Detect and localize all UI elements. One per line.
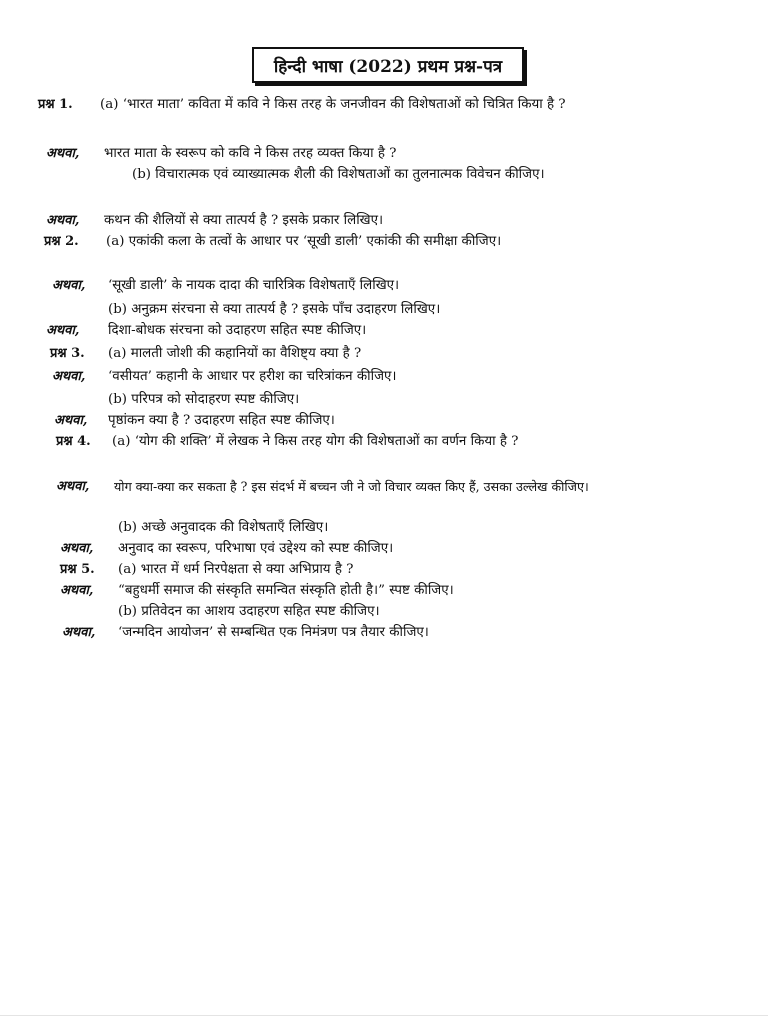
text-line (0, 559, 768, 581)
alternative-label: अथवा, (60, 541, 94, 556)
question-text: (a) भारत में धर्म निरपेक्षता से क्या अभिप्राय है ? (118, 562, 354, 577)
question-text: (a) ‘योग की शक्ति’ में लेखक ने किस तरह योग की विशेषताओं का वर्णन किया है ? (112, 434, 519, 449)
text-line (0, 580, 768, 602)
text-line (0, 431, 768, 453)
question-text: ‘वसीयत’ कहानी के आधार पर हरीश का चरित्रांकन कीजिए। (108, 369, 397, 384)
question-text: अनुवाद का स्वरूप, परिभाषा एवं उद्देश्य को स्पष्ट कीजिए। (118, 541, 394, 556)
question-text: (b) प्रतिवेदन का आशय उदाहरण सहित स्पष्ट कीजिए। (118, 604, 380, 619)
alternative-label: अथवा, (62, 625, 96, 640)
question-text: ‘सूखी डाली’ के नायक दादा की चारित्रिक विशेषताएँ लिखिए। (108, 278, 400, 293)
text-line (0, 231, 768, 253)
text-line (0, 622, 768, 644)
alternative-label: अथवा, (46, 323, 80, 338)
text-line (0, 343, 768, 365)
text-line (0, 143, 768, 165)
text-line (0, 410, 768, 432)
question-number: प्रश्न 2. (44, 234, 79, 249)
question-text: (b) विचारात्मक एवं व्याख्यात्मक शैली की विशेषताओं का तुलनात्मक विवेचन कीजिए। (132, 167, 545, 182)
question-text: पृष्ठांकन क्या है ? उदाहरण सहित स्पष्ट कीजिए। (108, 413, 335, 428)
text-line (0, 366, 768, 388)
text-line (0, 164, 768, 186)
question-number: प्रश्न 3. (50, 346, 85, 361)
text-line (0, 389, 768, 411)
question-text: (b) परिपत्र को सोदाहरण स्पष्ट कीजिए। (108, 392, 300, 407)
question-text: दिशा-बोधक संरचना को उदाहरण सहित स्पष्ट कीजिए। (108, 323, 367, 338)
text-line (0, 94, 768, 116)
alternative-label: अथवा, (60, 583, 94, 598)
text-line (0, 210, 768, 232)
question-text: “बहुधर्मी समाज की संस्कृति समन्वित संस्कृति होती है।” स्पष्ट कीजिए। (118, 583, 454, 598)
text-line (0, 275, 768, 297)
question-text: योग क्या-क्या कर सकता है ? इस संदर्भ में बच्चन जी ने जो विचार व्यक्त किए हैं, उसका उल्लेख कीजिए। (114, 479, 589, 494)
question-text: ‘जन्मदिन आयोजन’ से सम्बन्धित एक निमंत्रण पत्र तैयार कीजिए। (118, 625, 429, 640)
alternative-label: अथवा, (56, 479, 90, 494)
text-line (0, 299, 768, 321)
question-text: भारत माता के स्वरूप को कवि ने किस तरह व्यक्त किया है ? (104, 146, 397, 161)
question-number: प्रश्न 1. (38, 97, 73, 112)
text-line (0, 517, 768, 539)
question-number: प्रश्न 5. (60, 562, 95, 577)
page-bottom-edge (0, 1015, 768, 1016)
question-number: प्रश्न 4. (56, 434, 91, 449)
question-text: (b) अच्छे अनुवादक की विशेषताएँ लिखिए। (118, 520, 329, 535)
text-line (0, 476, 768, 498)
text-line (0, 601, 768, 623)
question-text: (a) एकांकी कला के तत्वों के आधार पर ‘सूखी डाली’ एकांकी की समीक्षा कीजिए। (106, 234, 502, 249)
text-line (0, 538, 768, 560)
question-text: (a) ‘भारत माता’ कविता में कवि ने किस तरह के जनजीवन की विशेषताओं को चित्रित किया है ? (100, 97, 566, 112)
alternative-label: अथवा, (54, 413, 88, 428)
alternative-label: अथवा, (46, 213, 80, 228)
question-text: (a) मालती जोशी की कहानियों का वैशिष्ट्य क्या है ? (108, 346, 362, 361)
question-text: (b) अनुक्रम संरचना से क्या तात्पर्य है ? इसके पाँच उदाहरण लिखिए। (108, 302, 441, 317)
alternative-label: अथवा, (52, 369, 86, 384)
page-title: हिन्दी भाषा (2022) प्रथम प्रश्न-पत्र (252, 47, 524, 83)
text-line (0, 320, 768, 342)
alternative-label: अथवा, (52, 278, 86, 293)
question-text: कथन की शैलियों से क्या तात्पर्य है ? इसके प्रकार लिखिए। (104, 213, 384, 228)
alternative-label: अथवा, (46, 146, 80, 161)
